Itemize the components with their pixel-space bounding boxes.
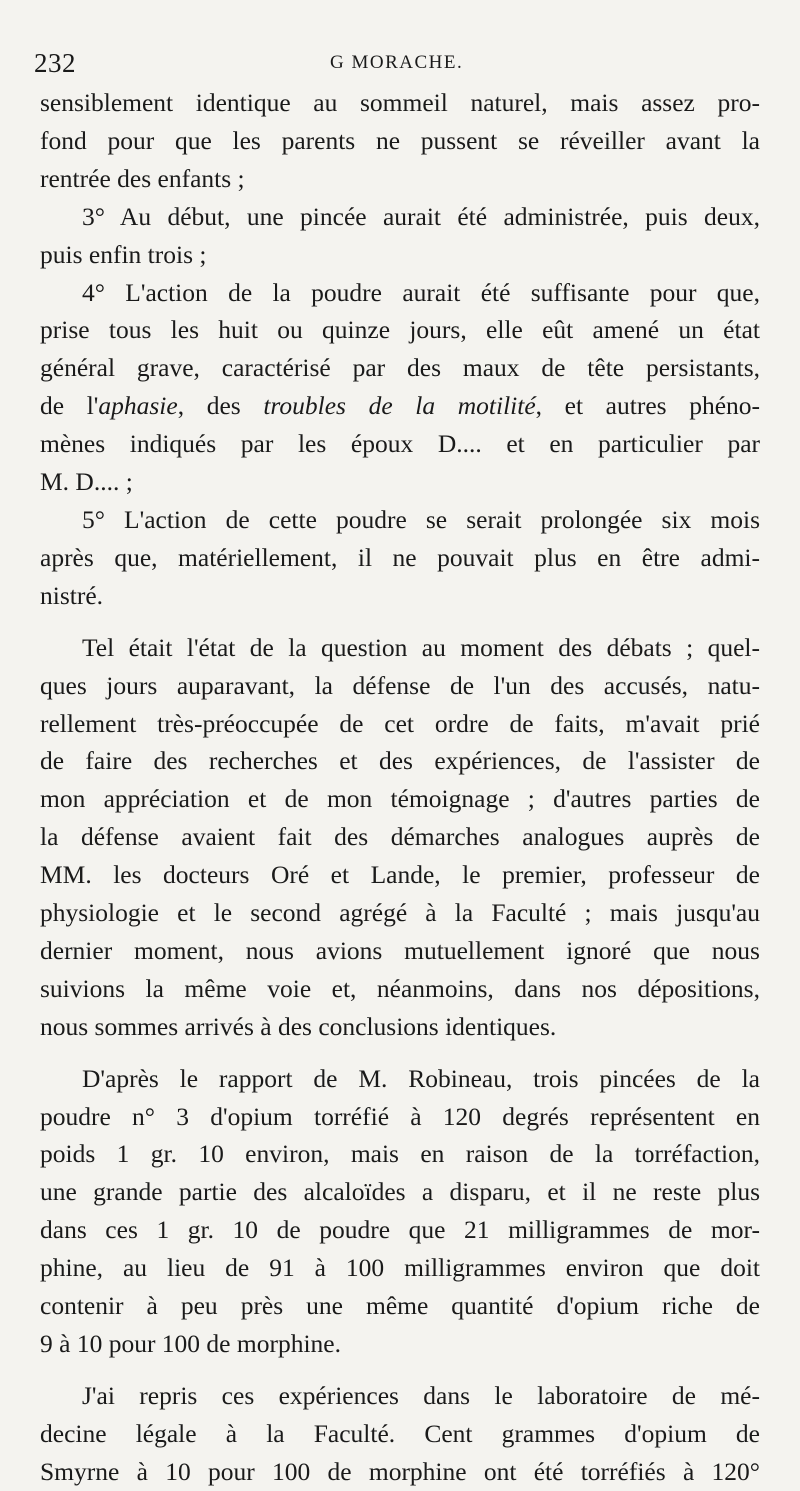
text-line: D'après le rapport de M. Robineau, trois pincées de la	[82, 1063, 760, 1093]
text-line: poids 1 gr. 10 environ, mais en raison de la torréfaction,	[40, 1139, 760, 1169]
text-line: général grave, caractérisé par des maux de tête persistants,	[40, 353, 760, 383]
text-line: mon appréciation et de mon témoignage ; d'autres parties de	[40, 784, 760, 814]
text-line: sensiblement identique au sommeil naturel, mais assez pro-	[40, 88, 760, 117]
paragraph-6	[40, 1060, 760, 1363]
running-head: G MORACHE.	[330, 52, 464, 73]
italic-phrase: troubles de la motilité	[263, 391, 536, 421]
page-header	[34, 48, 770, 78]
text-line: fond pour que les parents ne pussent se réveiller avant la	[40, 125, 760, 155]
text-line: prise tous les huit ou quinze jours, elle eût amené un état	[40, 315, 760, 345]
text-line: 3° Au début, une pincée aurait été administrée, puis deux,	[82, 201, 760, 231]
text-line: nous sommes arrivés à des conclusions identiques.	[40, 1011, 557, 1041]
text-line: de faire des recherches et des expériences, de l'assister de	[40, 746, 760, 776]
paragraph-2	[40, 198, 760, 274]
text-line-with-italics: de l'aphasie, des troubles de la motilité, et autres phéno-	[40, 391, 760, 421]
text-line: 5° L'action de cette poudre se serait prolongée six mois	[82, 504, 760, 534]
text-line: J'ai repris ces expériences dans le laboratoire de mé-	[82, 1380, 760, 1410]
paragraph-3	[40, 274, 760, 501]
text-line: suivions la même voie et, néanmoins, dans nos dépositions,	[40, 973, 760, 1003]
text-line: poudre n° 3 d'opium torréfié à 120 degrés représentent en	[40, 1101, 760, 1131]
text-line: puis enfin trois ;	[40, 239, 207, 269]
text-line: M. D.... ;	[40, 467, 133, 497]
body-text	[40, 84, 760, 1491]
text-line: mènes indiqués par les époux D.... et en particulier par	[40, 429, 760, 459]
text-line: après que, matériellement, il ne pouvait plus en être admi-	[40, 542, 760, 572]
paragraph-1	[40, 84, 760, 198]
text-line: physiologie et le second agrégé à la Faculté ; mais jusqu'au	[40, 898, 760, 928]
paragraph-4	[40, 501, 760, 615]
text-line: decine légale à la Faculté. Cent grammes d'opium de	[40, 1418, 760, 1448]
text-line: rellement très-préoccupée de cet ordre de faits, m'avait prié	[40, 708, 760, 738]
text-line: Tel était l'état de la question au moment des débats ; quel-	[82, 632, 760, 662]
paragraph-7	[40, 1377, 760, 1491]
text-line: phine, au lieu de 91 à 100 milligrammes environ que doit	[40, 1253, 760, 1283]
text-line: 9 à 10 pour 100 de morphine.	[40, 1329, 341, 1358]
text-line: dans ces 1 gr. 10 de poudre que 21 milligrammes de mor-	[40, 1215, 760, 1245]
text-line: ques jours auparavant, la défense de l'un des accusés, natu-	[40, 670, 760, 700]
text-line: dernier moment, nous avions mutuellement ignoré que nous	[40, 935, 760, 965]
text-line: 4° L'action de la poudre aurait été suffisante pour que,	[82, 277, 760, 307]
text-line: MM. les docteurs Oré et Lande, le premier, professeur de	[40, 860, 760, 890]
text-line: rentrée des enfants ;	[40, 163, 245, 193]
italic-phrase: aphasie	[98, 391, 178, 421]
text-line: contenir à peu près une même quantité d'opium riche de	[40, 1291, 760, 1321]
text-line: la défense avaient fait des démarches analogues auprès de	[40, 822, 760, 852]
text-line: une grande partie des alcaloïdes a disparu, et il ne reste plus	[40, 1177, 760, 1207]
text-line: Smyrne à 10 pour 100 de morphine ont été torréfiés à 120°	[40, 1456, 760, 1486]
text-line: nistré.	[40, 580, 104, 610]
page-number: 232	[34, 48, 76, 78]
paragraph-5	[40, 629, 760, 1046]
